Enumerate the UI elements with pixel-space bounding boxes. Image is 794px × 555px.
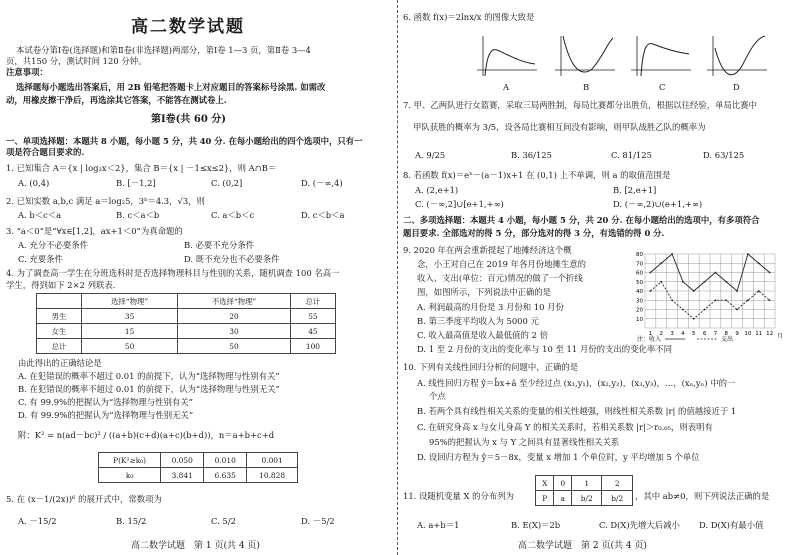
option[interactable]: D. 63/125 [703,150,745,160]
option[interactable]: D. 设回归方程为 ŷ＝5－8x，变量 x 增加 1 个单位时，y 平均增加 5 个单位 [417,452,700,462]
table-cell: 10.828 [247,468,298,483]
x-tick-label: 11 [755,331,763,337]
expense-point [747,299,749,301]
table-header-cell: 选择“物理” [82,294,178,309]
contingency-table [36,293,336,354]
intro-line: 本试卷分第Ⅰ卷(选择题)和第Ⅱ卷(非选择题)两部分，第Ⅰ卷 1—3 页，第Ⅱ卷 3—4 [16,45,311,55]
income-point [747,253,749,255]
y-tick-label: 30 [636,298,643,305]
part-heading: 第Ⅰ卷(共 60 分) [151,114,227,125]
question-3: 3. “a＜0”是“∀x∈[1,2]，ax+1＜0”为真命题的 [6,226,183,236]
x-axis-label: 月 [777,333,784,340]
graph-option-d[interactable] [703,34,769,78]
formula: 附：K² = n(ad－bc)² / ((a+b)(c+d)(a+c)(b+d))，n＝a+b+c+d [18,430,275,440]
income-expense-chart [625,250,785,342]
section-heading: 一、单项选择题：本题共 8 小题，每小题 5 分，共 40 分. 在每小题给出的四个选项中，只有一 [6,136,363,146]
graph-option-a[interactable] [473,34,539,78]
x-tick-label: 5 [692,331,696,337]
expense-point [682,309,684,311]
table-cell: b/2 [571,491,602,506]
option[interactable]: C. (0,2] [211,178,243,188]
section-heading: 题目要求. 全部选对的得 5 分，部分选对的得 3 分，有选错的得 0 分. [403,228,665,238]
question-9: 9. 2020 年在两会重新提起了地摊经济这个概 [403,245,572,255]
income-point [715,272,717,274]
expense-point [715,299,717,301]
x-axis-ticks [649,331,773,337]
income-point [671,253,673,255]
column-divider [397,0,398,555]
table-cell: 15 [82,324,178,339]
expense-point [704,309,706,311]
section-heading: 二、多项选择题：本题共 4 小题，每小题 5 分，共 20 分. 在每小题给出的选项中，有多项符合 [403,215,760,225]
intro-line: 动，用橡皮擦干净后，再选涂其它答案，不能答在测试卷上. [6,95,227,105]
section-heading: 项是符合题目要求的. [6,147,85,157]
income-point [736,290,738,292]
table-header-cell [37,294,82,309]
left-column [6,0,391,555]
table-header-cell: 不选择“物理” [178,294,291,309]
expense-point [725,299,727,301]
graph-label: A [503,82,510,92]
income-point [682,281,684,283]
graph-option-c[interactable] [627,34,693,78]
table-cell: 100 [290,339,335,354]
y-tick-label: 60 [636,270,643,277]
graph-option-b[interactable] [551,34,617,78]
income-point [758,262,760,264]
graph-label: C [659,82,666,92]
option[interactable]: C. 在研究身高 x 与女儿身高 Y 的相关关系时，若相关系数 |r|＞r₀.₀₅，则表明有 [417,422,713,432]
page-title: 高二数学试题 [131,17,245,37]
income-point [704,281,706,283]
option[interactable]: C. 5/2 [211,516,236,526]
option[interactable]: D. 有 99.9%的把握认为“选择物理与性别无关” [18,410,194,420]
option-continued: 个点 [429,391,446,401]
table-cell: b/2 [602,491,633,506]
option[interactable]: D. D(X)有最小值 [699,520,764,530]
option[interactable]: B. [－1,2] [116,178,156,188]
income-point [650,272,652,274]
x-tick-label: 1 [648,331,653,337]
table-cell: 3.841 [161,468,204,483]
income-point [769,272,771,274]
option[interactable]: C. (－∞,2]∪[e+1,+∞) [415,199,504,209]
table-cell: 50 [82,339,178,354]
critical-value-table [98,452,298,483]
option[interactable]: B. 在犯错误的概率不超过 0.01 的前提下，认为“选择物理与性别无关” [18,384,280,394]
option[interactable]: B. E(X)＝2b [511,520,561,530]
x-tick-label: 10 [744,331,752,337]
table-cell: 总计 [37,339,82,354]
question-7: 7. 甲、乙两队进行女篮赛，采取三局两胜制，每局比赛都分出胜负，根据以往经验，单局比赛中 [403,100,758,110]
option[interactable]: A. (0,4) [18,178,50,188]
y-tick-label: 10 [636,316,643,323]
option[interactable]: C. D(X)先增大后减小 [599,520,680,530]
table-cell: 6.635 [204,468,247,483]
table-header-cell: X [536,476,554,491]
option[interactable]: A. 9/25 [415,150,446,160]
question-8: 8. 若函数 f(x)＝eˣ－(a－1)x+1 在 (0,1) 上不单调，则 a 的取值范围是 [403,170,671,180]
table-cell: 30 [178,324,291,339]
option-continued: 95%的把握认为 x 与 Y 之间具有显著线性相关关系 [429,437,620,447]
table-cell: P [536,491,554,506]
expense-point [769,299,771,301]
question-11: ，其中 ab≠0，则下列说法正确的是 [635,491,770,501]
expense-point [660,281,662,283]
option[interactable]: C. 有 99.9%的把握认为“选择物理与性别有关” [18,397,193,407]
expense-point [736,309,738,311]
option[interactable]: C. 81/125 [611,150,652,160]
option[interactable]: A. 线性回归方程 ŷ＝b̂x+â 至少经过点 (x₁,y₁)，(x₂,y₂)，(x₃,y₃)，…，(xₙ,yₙ) 中的一 [417,378,736,388]
table-header-cell: 0 [554,476,571,491]
option[interactable]: D. (－∞,4) [301,178,343,188]
table-header-cell: 0.001 [247,453,298,468]
option[interactable]: B. 若两个具有线性相关关系的变量的相关性越强，则线性相关系数 |r| 的值越接近于 1 [417,406,737,416]
income-point [693,290,695,292]
option[interactable]: A. 充分不必要条件 [18,240,88,250]
question-7: 甲队获胜的概率为 3/5，设各局比赛相互间没有影响，则甲队战胜乙队的概率为 [413,122,706,132]
question-5: 5. 在 (x－1/(2x))⁶ 的展开式中，常数项为 [6,494,162,504]
option[interactable]: A. a+b＝1 [417,520,460,530]
income-point [725,281,727,283]
question-6: 6. 函数 f(x)＝2lnx/x 的图像大致是 [403,12,535,22]
y-tick-label: 40 [636,289,643,295]
question-4: 4. 为了调查高一学生在分班选科时是否选择物理科目与性别的关系，随机调查 100 名高一 [6,268,340,278]
y-tick-label: 20 [636,307,643,314]
intro-line: 选择题每小题选出答案后，用 2B 铅笔把答题卡上对应题目的答案标号涂黑. 如需改 [16,82,326,92]
x-tick-label: 2 [659,331,663,337]
expense-point [650,290,652,292]
expense-point [671,299,673,301]
option[interactable]: D. －5/2 [301,516,335,526]
option[interactable]: B. [2,e+1] [613,185,657,195]
option[interactable]: A. 利润最高的月份是 3 月份和 10 月份 [417,302,564,312]
option[interactable]: C. a＜b＜c [211,210,255,220]
table-cell: 50 [178,339,291,354]
question-10: 10. 下列有关线性回归分析的问题中，正确的是 [403,362,579,372]
table-cell: 女生 [37,324,82,339]
table-cell: 35 [82,309,178,324]
option[interactable]: D. 1 至 2 月份的支出的变化率与 10 至 11 月份的支出的变化率不同 [417,344,672,354]
table-cell: k₀ [99,468,161,483]
question-11: 11. 设随机变量 X 的分布列为 [403,491,515,501]
option[interactable]: B. c＜a＜b [116,210,160,220]
y-tick-label: 80 [636,252,643,258]
question-1: 1. 已知集合 A＝{x | log₂x＜2}，集合 B＝{x | －1≤x≤2}，则 A∩B＝ [6,163,277,173]
page-footer: 高二数学试题 第 1 页(共 4 页) [131,541,260,551]
table-cell: a [554,491,571,506]
option[interactable]: B. 36/125 [511,150,552,160]
option[interactable]: A. 在犯错误的概率不超过 0.01 的前提下，认为“选择物理与性别有关” [18,371,280,381]
question-9: 收入、支出(单位：百元)情况的做了一个折线 [417,273,583,283]
table-header-cell: 0.010 [204,453,247,468]
table-cell: 男生 [37,309,82,324]
intro-heading: 注意事项： [6,67,48,77]
x-tick-label: 7 [713,331,718,337]
table-header-cell: 2 [602,476,633,491]
legend-expense: 支出 [721,336,734,342]
table-header-cell: P(K²≥k₀) [99,453,161,468]
table-header-cell: 1 [571,476,602,491]
table-header-cell: 0.050 [161,453,204,468]
x-tick-label: 4 [681,331,685,337]
table-cell: 20 [178,309,291,324]
distribution-table [535,475,633,506]
option[interactable]: B. 第三季度平均收入为 5000 元 [417,316,539,326]
income-point [660,262,662,264]
question-4-prompt: 由此得出的正确结论是 [18,358,102,368]
expense-point [758,290,760,292]
y-tick-label: 50 [636,279,643,286]
page-footer: 高二数学试题 第 2 页(共 4 页) [518,541,647,551]
legend-income: 注：收入 [637,336,662,342]
x-tick-label: 9 [735,331,739,337]
option[interactable]: D. (－∞,2)∪(e+1,+∞) [613,199,703,209]
y-axis-ticks [636,252,643,323]
table-header-cell: 总计 [290,294,335,309]
expense-point [693,318,695,320]
option[interactable]: A. (2,e+1) [415,185,459,195]
right-column [403,0,788,555]
graph-label: D [733,82,740,92]
x-tick-label: 12 [766,331,774,337]
option[interactable]: B. 15/2 [116,516,147,526]
x-tick-label: 8 [724,331,728,337]
intro-line: 页，共150 分，测试时间 120 分钟。 [6,56,147,66]
question-9: 念，小王对自己在 2019 年各月份地摊生意的 [417,259,587,269]
question-4: 学生，得到如下 2×2 列联表. [6,280,116,290]
chart-grid [645,254,775,328]
table-cell: 55 [290,309,335,324]
x-tick-label: 3 [670,331,674,337]
option[interactable]: C. 收入最高值是收入最低值的 2 倍 [417,330,548,340]
option[interactable]: D. c＜b＜a [301,210,345,220]
question-2: 2. 已知实数 a,b,c 满足 a＝log₂5，3ᵇ＝4.3，√3，则 [6,196,205,206]
option[interactable]: A. －15/2 [18,516,57,526]
x-tick-label: 6 [702,331,707,337]
option[interactable]: C. 充要条件 [18,254,63,264]
y-tick-label: 70 [636,261,643,268]
option[interactable]: A. b＜c＜a [18,210,62,220]
question-9: 图，如图所示，下列说法中正确的是 [417,287,551,297]
option[interactable]: B. 必要不充分条件 [184,240,255,250]
graph-label: B [583,82,590,92]
option[interactable]: D. 既不充分也不必要条件 [184,254,280,264]
table-cell: 45 [290,324,335,339]
